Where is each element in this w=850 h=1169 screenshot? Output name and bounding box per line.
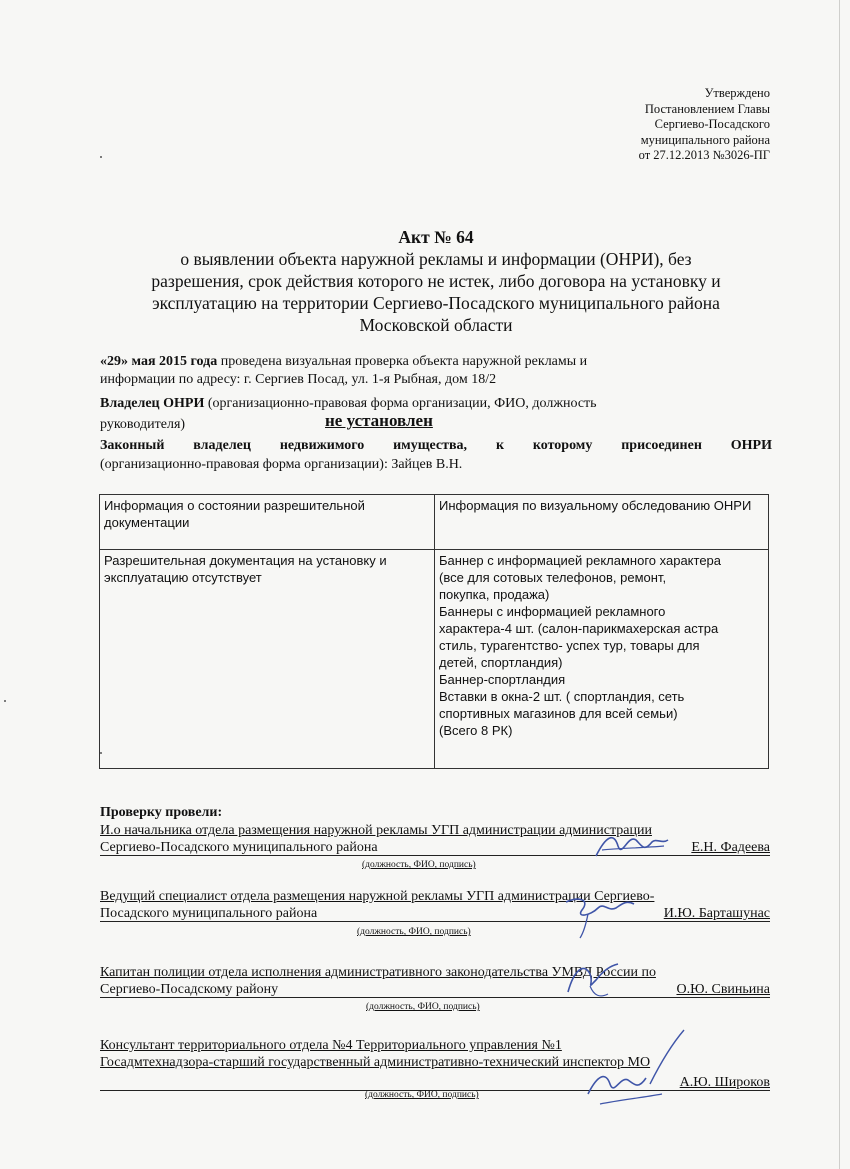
signatory-org: Сергиево-Посадскому району <box>100 982 279 997</box>
owner-value: не установлен <box>325 411 433 430</box>
handwritten-signature <box>560 956 630 1002</box>
signatory-name: О.Ю. Свиньина <box>676 982 770 997</box>
signatory-org: Посадского муниципального района <box>100 906 318 921</box>
approval-line: Сергиево-Посадского <box>654 117 770 131</box>
legal-owner-text: (организационно-правовая форма организации): Зайцев В.Н. <box>100 457 463 472</box>
handwritten-signature <box>560 892 640 942</box>
act-number: Акт № 64 <box>398 227 474 247</box>
scan-speck <box>100 156 102 158</box>
legal-owner-desc <box>100 456 772 474</box>
handwritten-signature <box>592 826 672 866</box>
legal-owner-label: Законный владелец недвижимого имущества, к которому присоединен ОНРИ <box>100 438 772 453</box>
signatory-position: Ведущий специалист отдела размещения наружной рекламы УГП администрации Сергиево- <box>100 889 655 904</box>
cell-line: стиль, турагентство- успех тур, товары для <box>439 638 700 653</box>
title-line: Московской области <box>359 315 513 335</box>
approval-line: Постановлением Главы <box>644 101 770 116</box>
signatory-line <box>100 981 770 998</box>
signatory-block <box>100 888 770 922</box>
approval-line: от 27.12.2013 №3026-ПГ <box>638 148 770 162</box>
signature-caption: (должность, ФИО, подпись) <box>362 860 476 870</box>
signatory-org: Госадмтехнадзора-старший государственный административно-технический инспектор МО <box>100 1055 651 1070</box>
cell-line: Баннер-спортландия <box>439 672 566 687</box>
cell-line: (все для сотовых телефонов, ремонт, <box>439 570 667 585</box>
signature-caption: (должность, ФИО, подпись) <box>365 1090 479 1100</box>
legal-owner-heading <box>100 437 772 455</box>
table-row <box>100 550 769 769</box>
signatory-position: Консультант территориального отдела №4 Территориального управления №1 <box>100 1038 562 1053</box>
signatory-block <box>100 964 770 998</box>
title-line: о выявлении объекта наружной рекламы и информации (ОНРИ), без <box>180 249 692 269</box>
owner-desc: (организационно-правовая форма организации, ФИО, должность <box>204 396 597 411</box>
cell-line: (Всего 8 РК) <box>439 723 513 738</box>
cell-line: спортивных магазинов для всей семьи) <box>439 706 678 721</box>
signature-caption: (должность, ФИО, подпись) <box>366 1002 480 1012</box>
inspection-table <box>99 494 769 769</box>
signatory-position: И.о начальника отдела размещения наружной рекламы УГП администрации администрации <box>100 823 652 838</box>
underline-rule <box>100 997 770 998</box>
handwritten-signature <box>580 1024 690 1114</box>
intro-text: проведена визуальная проверка объекта наружной рекламы и <box>217 354 588 369</box>
owner-label: Владелец ОНРИ <box>100 396 205 411</box>
document-title <box>100 226 772 336</box>
table-header-cell: Информация по визуальному обследованию ОНРИ <box>435 495 769 550</box>
scan-speck <box>4 700 6 702</box>
signatory-org: Сергиево-Посадского муниципального района <box>100 840 378 855</box>
owner-line <box>100 411 772 434</box>
page-edge <box>839 0 840 1169</box>
signatory-line <box>100 905 770 922</box>
cell-line: покупка, продажа) <box>439 587 550 602</box>
cell-line: Баннеры с информацией рекламного <box>439 604 666 619</box>
inspection-intro <box>100 353 772 371</box>
visual-inspection-cell <box>435 550 769 769</box>
signature-caption: (должность, ФИО, подпись) <box>357 927 471 937</box>
table-header-row <box>100 495 769 550</box>
address-line <box>100 371 772 389</box>
cell-line: характера-4 шт. (салон-парикмахерская астра <box>439 621 719 636</box>
owner-desc-cont: руководителя) <box>100 417 186 432</box>
approval-line: муниципального района <box>640 132 770 147</box>
cell-line: детей, спортландия) <box>439 655 563 670</box>
inspection-date: «29» мая 2015 года <box>100 354 218 369</box>
signatory-name: И.Ю. Барташунас <box>663 906 770 921</box>
cell-line: Баннер с информацией рекламного характера <box>439 553 722 568</box>
signatory-position: Капитан полиции отдела исполнения административного законодательства УМВД России по <box>100 965 656 980</box>
permit-status-cell: Разрешительная документация на установку и эксплуатацию отсутствует <box>100 550 435 769</box>
address-text: информации по адресу: г. Сергиев Посад, ул. 1-я Рыбная, дом 18/2 <box>100 372 497 387</box>
approval-block <box>560 86 770 164</box>
signatory-name: Е.Н. Фадеева <box>691 840 770 855</box>
approval-line: Утверждено <box>704 86 770 100</box>
signatory-name: А.Ю. Широков <box>679 1075 770 1090</box>
owner-heading <box>100 395 772 413</box>
checkers-heading: Проверку провели: <box>100 805 223 820</box>
cell-line: Вставки в окна-2 шт. ( спортландия, сеть <box>439 689 685 704</box>
title-line: эксплуатацию на территории Сергиево-Посадского муниципального района <box>152 293 720 313</box>
title-line: разрешения, срок действия которого не истек, либо договора на установку и <box>151 271 721 291</box>
table-header-cell: Информация о состоянии разрешительной документации <box>100 495 435 550</box>
